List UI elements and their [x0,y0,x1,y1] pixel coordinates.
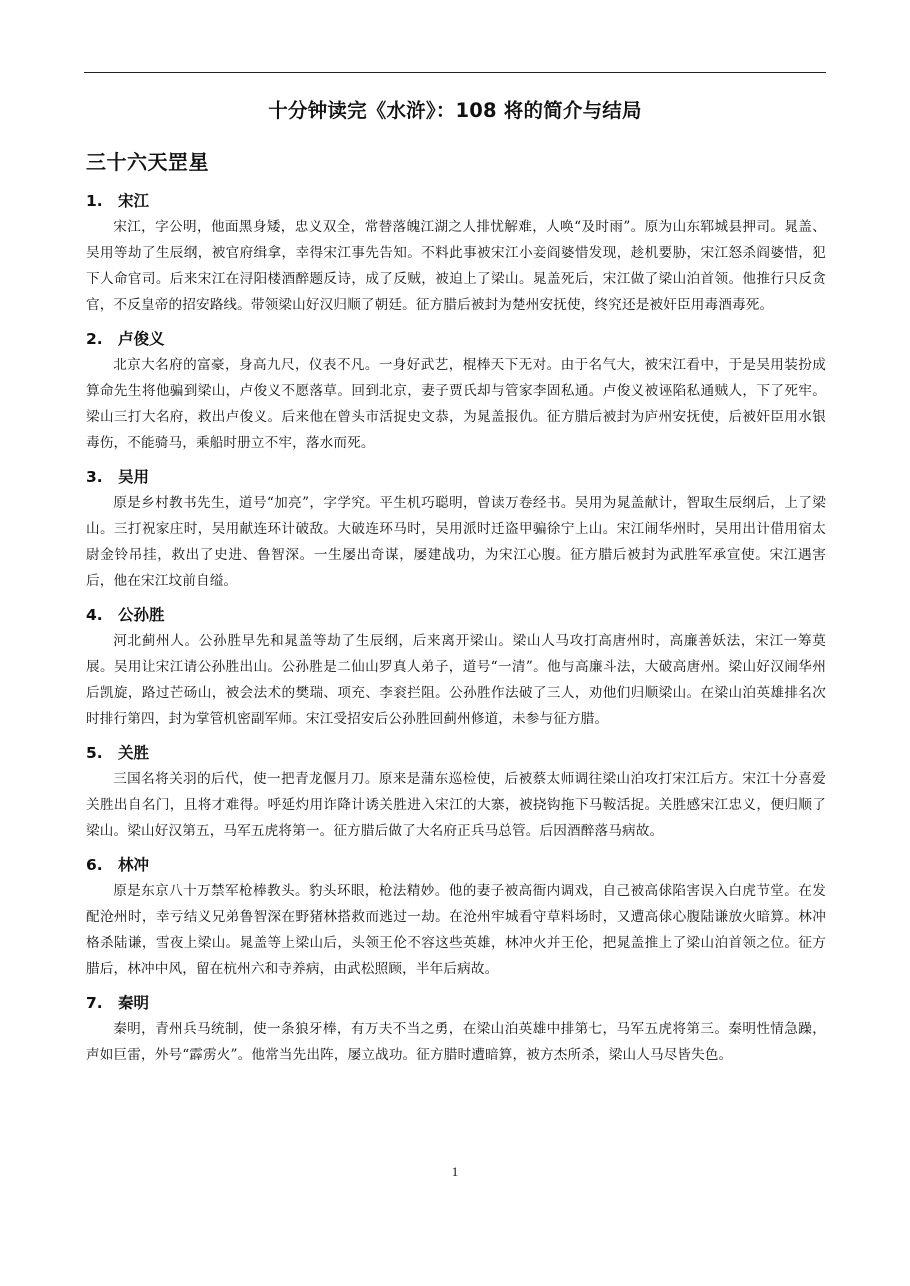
entry-number: 4. [86,606,103,624]
entry-heading [86,464,826,490]
entry-heading [86,740,826,766]
entry-heading [86,990,826,1016]
entry-name: 宋江 [118,192,150,210]
entry-qin-ming [86,990,826,1068]
entry-name: 林冲 [118,856,150,874]
entry-name: 关胜 [118,744,150,762]
entry-number: 2. [86,330,103,348]
entry-name: 卢俊义 [118,330,165,348]
entry-text: 河北蓟州人。公孙胜早先和晁盖等劫了生辰纲，后来离开梁山。梁山人马攻打高唐州时，高廉善妖法，宋江一筹莫展。吴用让宋江请公孙胜出山。公孙胜是二仙山罗真人弟子，道号“一清”。他与高廉斗法，大破高唐州。梁山好汉闹华州后凯旋，路过芒砀山，被会法术的樊瑞、项充、李衮拦阻。公孙胜作法破了三人，劝他们归顺梁山。在梁山泊英雄排名次时排行第四，封为掌管机密副军师。宋江受招安后公孙胜回蓟州修道，未参与征方腊。 [86,633,826,727]
document-title: 十分钟读完《水浒》：108 将的简介与结局 [268,99,642,122]
entry-name: 秦明 [118,994,150,1012]
entry-heading [86,852,826,878]
entry-number: 5. [86,744,103,762]
entry-list [86,188,826,1076]
entry-number: 7. [86,994,103,1012]
entry-wu-yong [86,464,826,594]
entry-number: 3. [86,468,103,486]
entry-heading [86,326,826,352]
entry-lu-junyi [86,326,826,456]
entry-heading [86,602,826,628]
page-number: 1 [451,1164,459,1179]
entry-lin-chong [86,852,826,982]
entry-text: 原是乡村教书先生，道号“加亮”，字学究。平生机巧聪明，曾读万卷经书。吴用为晁盖献计，智取生辰纲后，上了梁山。三打祝家庄时，吴用献连环计破敌。大破连环马时，吴用派时迁盗甲骗徐宁上山。宋江闹华州时，吴用出计借用宿太尉金铃吊挂，救出了史进、鲁智深。一生屡出奇谋，屡建战功，为宋江心腹。征方腊后被封为武胜军承宣使。宋江遇害后，他在宋江坟前自缢。 [86,495,826,589]
top-rule [84,72,826,73]
entry-text: 秦明，青州兵马统制，使一条狼牙棒，有万夫不当之勇，在梁山泊英雄中排第七，马军五虎将第三。秦明性情急躁，声如巨雷，外号“霹雳火”。他常当先出阵，屡立战功。征方腊时遭暗算，被方杰所杀，梁山人马尽皆失色。 [86,1021,826,1063]
entry-name: 公孙胜 [118,606,165,624]
entry-song-jiang [86,188,826,318]
entry-text: 原是东京八十万禁军枪棒教头。豹头环眼，枪法精妙。他的妻子被高衙内调戏，自己被高俅陷害误入白虎节堂。在发配沧州时，幸亏结义兄弟鲁智深在野猪林搭救而逃过一劫。在沧州牢城看守草料场时，又遭高俅心腹陆谦放火暗算。林冲格杀陆谦，雪夜上梁山。晁盖等上梁山后，头领王伦不容这些英雄，林冲火并王伦，把晁盖推上了梁山泊首领之位。征方腊后，林冲中风，留在杭州六和寺养病，由武松照顾，半年后病故。 [86,883,826,977]
entry-number: 6. [86,856,103,874]
section-heading: 三十六天罡星 [86,150,209,174]
entry-name: 吴用 [118,468,150,486]
entry-text: 宋江，字公明，他面黑身矮，忠义双全，常替落魄江湖之人排忧解难，人唤“及时雨”。原为山东郓城县押司。晁盖、吴用等劫了生辰纲，被官府缉拿，幸得宋江事先告知。不料此事被宋江小妾阎婆惜发现，趁机要胁，宋江怒杀阎婆惜，犯下人命官司。后来宋江在浔阳楼酒醉题反诗，成了反贼，被迫上了梁山。晁盖死后，宋江做了梁山泊首领。他推行只反贪官，不反皇帝的招安路线。带领梁山好汉归顺了朝廷。征方腊后被封为楚州安抚使，终究还是被奸臣用毒酒毒死。 [86,219,826,313]
entry-guan-sheng [86,740,826,844]
entry-text: 北京大名府的富豪，身高九尺，仪表不凡。一身好武艺，棍棒天下无对。由于名气大，被宋江看中，于是吴用装扮成算命先生将他骗到梁山，卢俊义不愿落草。回到北京，妻子贾氏却与管家李固私通。卢俊义被诬陷私通贼人，下了死牢。梁山三打大名府，救出卢俊义。后来他在曾头市活捉史文恭，为晁盖报仇。征方腊后被封为庐州安抚使，后被奸臣用水银毒伤，不能骑马，乘船时册立不牢，落水而死。 [86,357,826,451]
entry-heading [86,188,826,214]
entry-text: 三国名将关羽的后代，使一把青龙偃月刀。原来是蒲东巡检使，后被蔡太师调往梁山泊攻打宋江后方。宋江十分喜爱关胜出自名门，且将才难得。呼延灼用诈降计诱关胜进入宋江的大寨，被挠钩拖下马鞍活捉。关胜感宋江忠义，便归顺了梁山。梁山好汉第五，马军五虎将第一。征方腊后做了大名府正兵马总管。后因酒醉落马病故。 [86,771,826,839]
entry-number: 1. [86,192,103,210]
entry-gongsun-sheng [86,602,826,732]
